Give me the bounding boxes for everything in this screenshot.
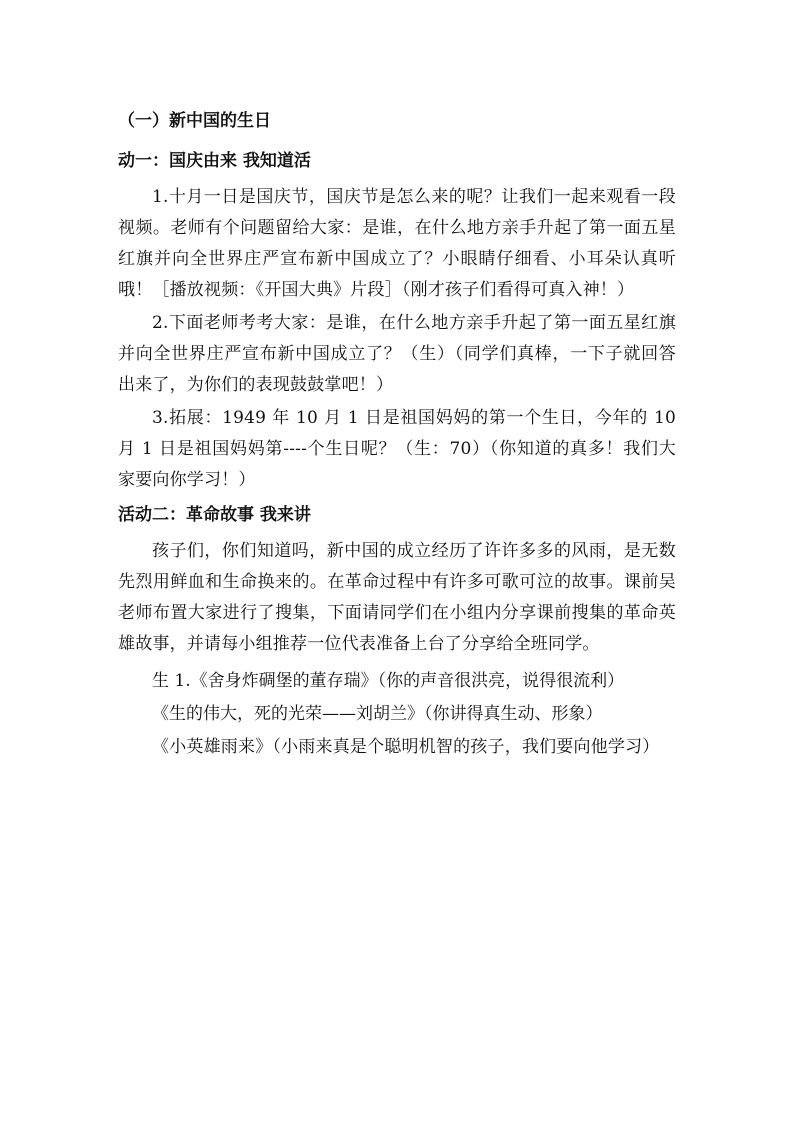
activity1-title: 动一：国庆由来 我知道活 xyxy=(118,151,311,171)
story-item-1: 生 1.《舍身炸碉堡的董存瑞》（你的声音很洪亮，说得很流利） xyxy=(152,671,625,691)
activity2-intro: 孩子们，你们知道吗，新中国的成立经历了许许多多的风雨，是无数先烈用鲜血和生命换来的。在革命过程中有许多可歌可泣的故事。课前吴老师布置大家进行了搜集，下面请同学们在小组内分享课前搜集的革命英雄故事，并请每小组推荐一位代表准备上台了分享给全班同学。 xyxy=(118,541,676,654)
story-item-2: 《生的伟大，死的光荣——刘胡兰》（你讲得真生动、形象） xyxy=(152,704,603,724)
activity2-title: 活动二：革命故事 我来讲 xyxy=(118,505,311,525)
activity1-paragraph-3: 3.拓展：1949 年 10 月 1 日是祖国妈妈的第一个生日，今年的 10 月 1 日是祖国妈妈第----个生日呢？（生：70）（你知道的真多！我们大家要向你学习！） xyxy=(118,408,676,490)
activity1-paragraph-2: 2.下面老师考考大家：是谁，在什么地方亲手升起了第一面五星红旗并向全世界庄严宣布新中国成立了？（生）（同学们真棒，一下子就回答出来了，为你们的表现鼓鼓掌吧！） xyxy=(118,313,676,395)
activity1-paragraph-1: 1.十月一日是国庆节，国庆节是怎么来的呢？让我们一起来观看一段视频。老师有个问题留给大家：是谁，在什么地方亲手升起了第一面五星红旗并向全世界庄严宣布新中国成立了？小眼睛仔细看、小耳朵认真听哦！［播放视频：《开国大典》片段］（刚才孩子们看得可真入神！） xyxy=(118,187,676,300)
story-item-3: 《小英雄雨来》（小雨来真是个聪明机智的孩子，我们要向他学习） xyxy=(152,737,660,757)
section-title: （一）新中国的生日 xyxy=(118,111,271,131)
